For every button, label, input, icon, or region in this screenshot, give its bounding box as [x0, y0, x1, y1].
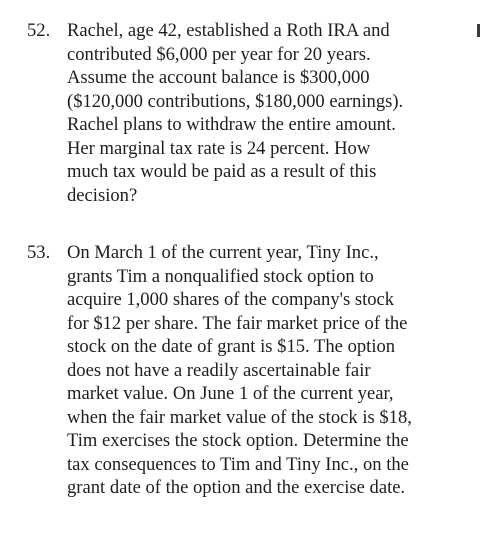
problem-text	[67, 19, 447, 207]
text-line: Her marginal tax rate is 24 percent. How	[67, 137, 371, 159]
text-line: Rachel plans to withdraw the entire amount.	[67, 114, 396, 135]
text-line: acquire 1,000 shares of the company's stock	[67, 289, 395, 310]
text-line: grants Tim a nonqualified stock option to	[67, 265, 374, 287]
problem-number: 53.	[27, 242, 51, 263]
problem-text	[67, 241, 447, 500]
text-line: stock on the date of grant is $15. The option	[67, 336, 396, 357]
text-line: for $12 per share. The fair market price of the	[67, 312, 408, 334]
text-line: contributed $6,000 per year for 20 years.	[67, 43, 371, 65]
text-line: when the fair market value of the stock is $18,	[67, 406, 412, 428]
text-line: grant date of the option and the exercise date.	[67, 477, 406, 498]
text-line: Rachel, age 42, established a Roth IRA and	[67, 20, 390, 41]
text-line: On March 1 of the current year, Tiny Inc.,	[67, 242, 379, 263]
problem-number: 52.	[27, 20, 51, 41]
problem-52	[27, 19, 447, 207]
text-line: does not have a readily ascertainable fair	[67, 359, 371, 381]
text-line: Tim exercises the stock option. Determine the	[67, 430, 409, 451]
text-line: ($120,000 contributions, $180,000 earnings).	[67, 90, 404, 112]
text-line: Assume the account balance is $300,000	[67, 67, 370, 88]
text-line: much tax would be paid as a result of this	[67, 161, 377, 182]
text-line: market value. On June 1 of the current year,	[67, 383, 394, 404]
problem-53	[27, 241, 447, 500]
text-line: decision?	[67, 184, 138, 206]
text-line: tax consequences to Tim and Tiny Inc., on the	[67, 453, 409, 475]
